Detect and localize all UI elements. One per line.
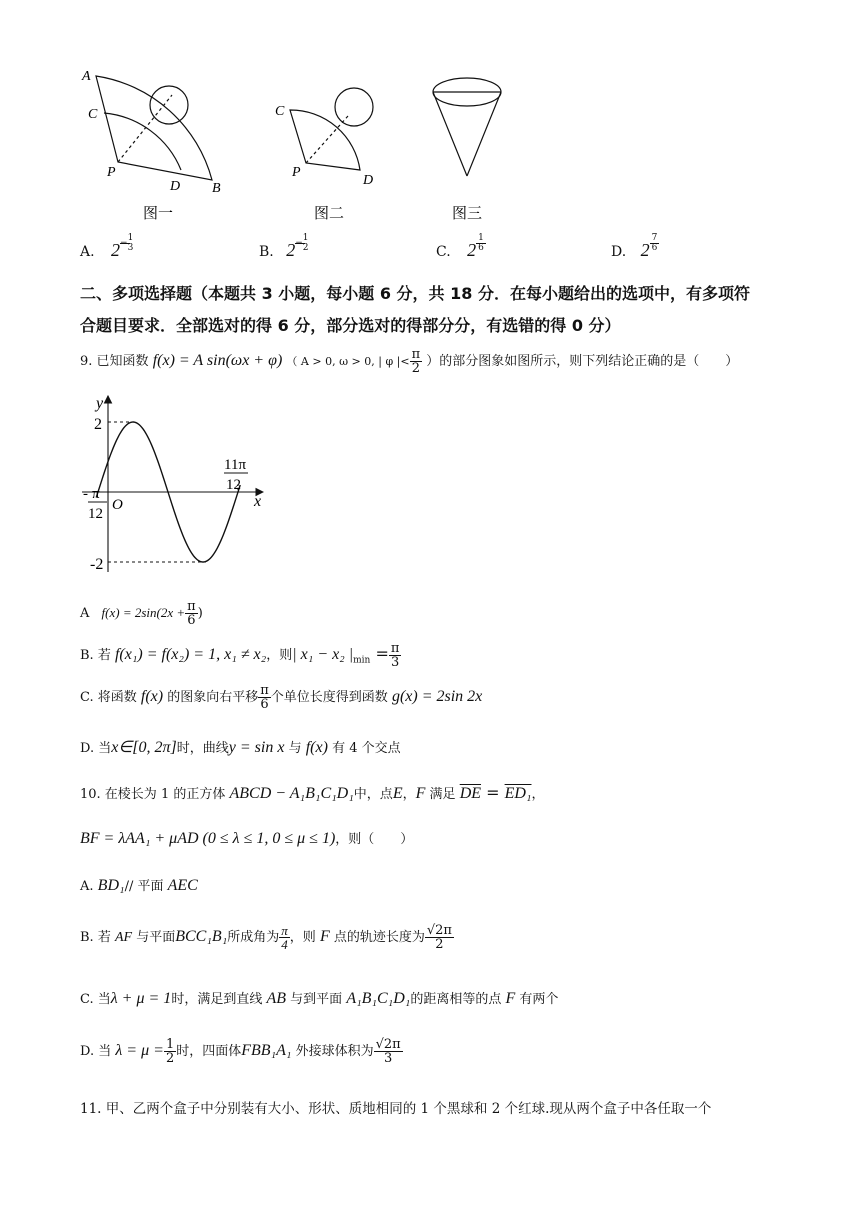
fig1-label-C: C <box>88 107 98 122</box>
left-zero-sign: - <box>83 486 88 502</box>
figure-2-sector <box>290 88 373 170</box>
fig2-label-P: P <box>292 165 301 180</box>
left-zero-den: 12 <box>88 506 103 522</box>
q9-option-A[interactable]: A f(x) = 2sin(2x + $\frac{\pi}{6}$ ) <box>80 599 203 628</box>
figure-3-cone <box>433 78 501 176</box>
fig2-caption: 图二 <box>314 206 345 222</box>
option-label: B. <box>259 244 274 260</box>
q10-stem-line1: 10. 在棱长为 1 的正方体 ABCD − A₁B₁C₁D₁中，点E，F 满足 $\overline{DE} = ED_1$， <box>80 783 545 802</box>
q11-stem: 11. 甲、乙两个盒子中分别装有大小、形状、质地相同的 1 个黑球和 2 个红球.现从两个盒子中各任取一个 <box>80 1101 712 1117</box>
origin-label: O <box>112 497 123 513</box>
ymax-label: 2 <box>94 416 102 433</box>
q9-option-D[interactable]: D. 当x∈[0, 2π]时，曲线y = sin x 与 f(x) 有 4 个交点 <box>80 739 401 756</box>
q10-option-D[interactable]: D. 当 λ = μ = $\frac{1}{2}$ 时，四面体FBB₁A₁ 外接球体积为 $\frac{√2\pi}{3}$ <box>80 1037 401 1066</box>
right-zero-den: 12 <box>226 477 241 493</box>
right-zero-num: 11π <box>224 457 247 473</box>
fig1-label-A: A <box>82 69 91 84</box>
fig1-caption: 图一 <box>143 206 174 222</box>
option-label: D. <box>611 244 627 260</box>
fig3-caption: 图三 <box>452 206 483 222</box>
option-label: A. <box>80 244 95 260</box>
section-heading-line2: 合题目要求．全部选对的得 6 分，部分选对的得部分分，有选错的得 0 分） <box>80 316 621 335</box>
fig1-label-D: D <box>170 179 181 194</box>
q10-stem-line2: BF = λAA₁ + μAD (0 ≤ λ ≤ 1, 0 ≤ μ ≤ 1)，则（ ） <box>80 830 414 847</box>
option-base: 2 <box>286 240 296 260</box>
q8-option-B[interactable]: B. 2 − 1 2 <box>259 233 309 260</box>
fig2-label-C: C <box>275 104 285 119</box>
q9-option-C[interactable]: C. 将函数 f(x) 的图象向右平移 $\frac{\pi}{6}$ 个单位长度得到函数 g(x) = 2sin 2x <box>80 683 483 712</box>
fig1-label-P: P <box>107 165 116 180</box>
option-base: 2 <box>467 240 477 260</box>
ymin-label: -2 <box>90 556 104 573</box>
fig1-label-B: B <box>212 181 221 196</box>
option-label: C. <box>436 244 451 260</box>
q9-option-B[interactable]: B. 若 f(x₁) = f(x₂) = 1, x₁ ≠ x₂，则| x₁ − x₂ $|_{min}$ = $\frac{\pi}{3}$ <box>80 641 400 670</box>
q8-option-D[interactable]: D. 2 $\frac{7}{6}$ <box>611 233 658 260</box>
figure-row <box>0 0 868 230</box>
q8-option-C[interactable]: C. 2 $\frac{1}{6}$ <box>436 233 484 260</box>
question-number: 9. <box>80 354 93 369</box>
fig2-label-D: D <box>363 173 374 188</box>
q10-option-A[interactable]: A. BD₁// 平面 AEC <box>80 877 198 894</box>
option-base: 2 <box>111 240 121 260</box>
q10-option-C[interactable]: C. 当λ + μ = 1时，满足到直线 AB 与到平面 A₁B₁C₁D₁的距离相等的点 F 有两个 <box>80 990 559 1007</box>
function-expr: f(x) = A sin(ωx + φ) <box>152 352 283 369</box>
x-axis-label: x <box>254 493 262 510</box>
section-heading-line1: 二、多项选择题（本题共 3 小题，每小题 6 分，共 18 分．在每小题给出的选项中，有多项符 <box>80 284 750 303</box>
left-zero-num: π <box>92 486 100 502</box>
q10-option-B[interactable]: B. 若 AF 与平面BCC₁B₁所成角为 $\frac{\pi}{4}$ ，则 F 点的轨迹长度为 $\frac{√2\pi}{2}$ <box>80 923 452 952</box>
q8-option-A[interactable]: A. 2 − 1 3 <box>80 233 134 260</box>
q9-sine-graph <box>78 392 278 582</box>
y-axis-label: y <box>96 395 104 412</box>
option-base: 2 <box>640 240 650 260</box>
q9-stem: 9. 已知函数 f(x) = A sin(ωx + φ) （ A > 0, ω > 0, | φ |< $\frac{\pi}{2}$ ）的部分图象如图所示，则下列结论正确的是（ ） <box>80 347 739 376</box>
